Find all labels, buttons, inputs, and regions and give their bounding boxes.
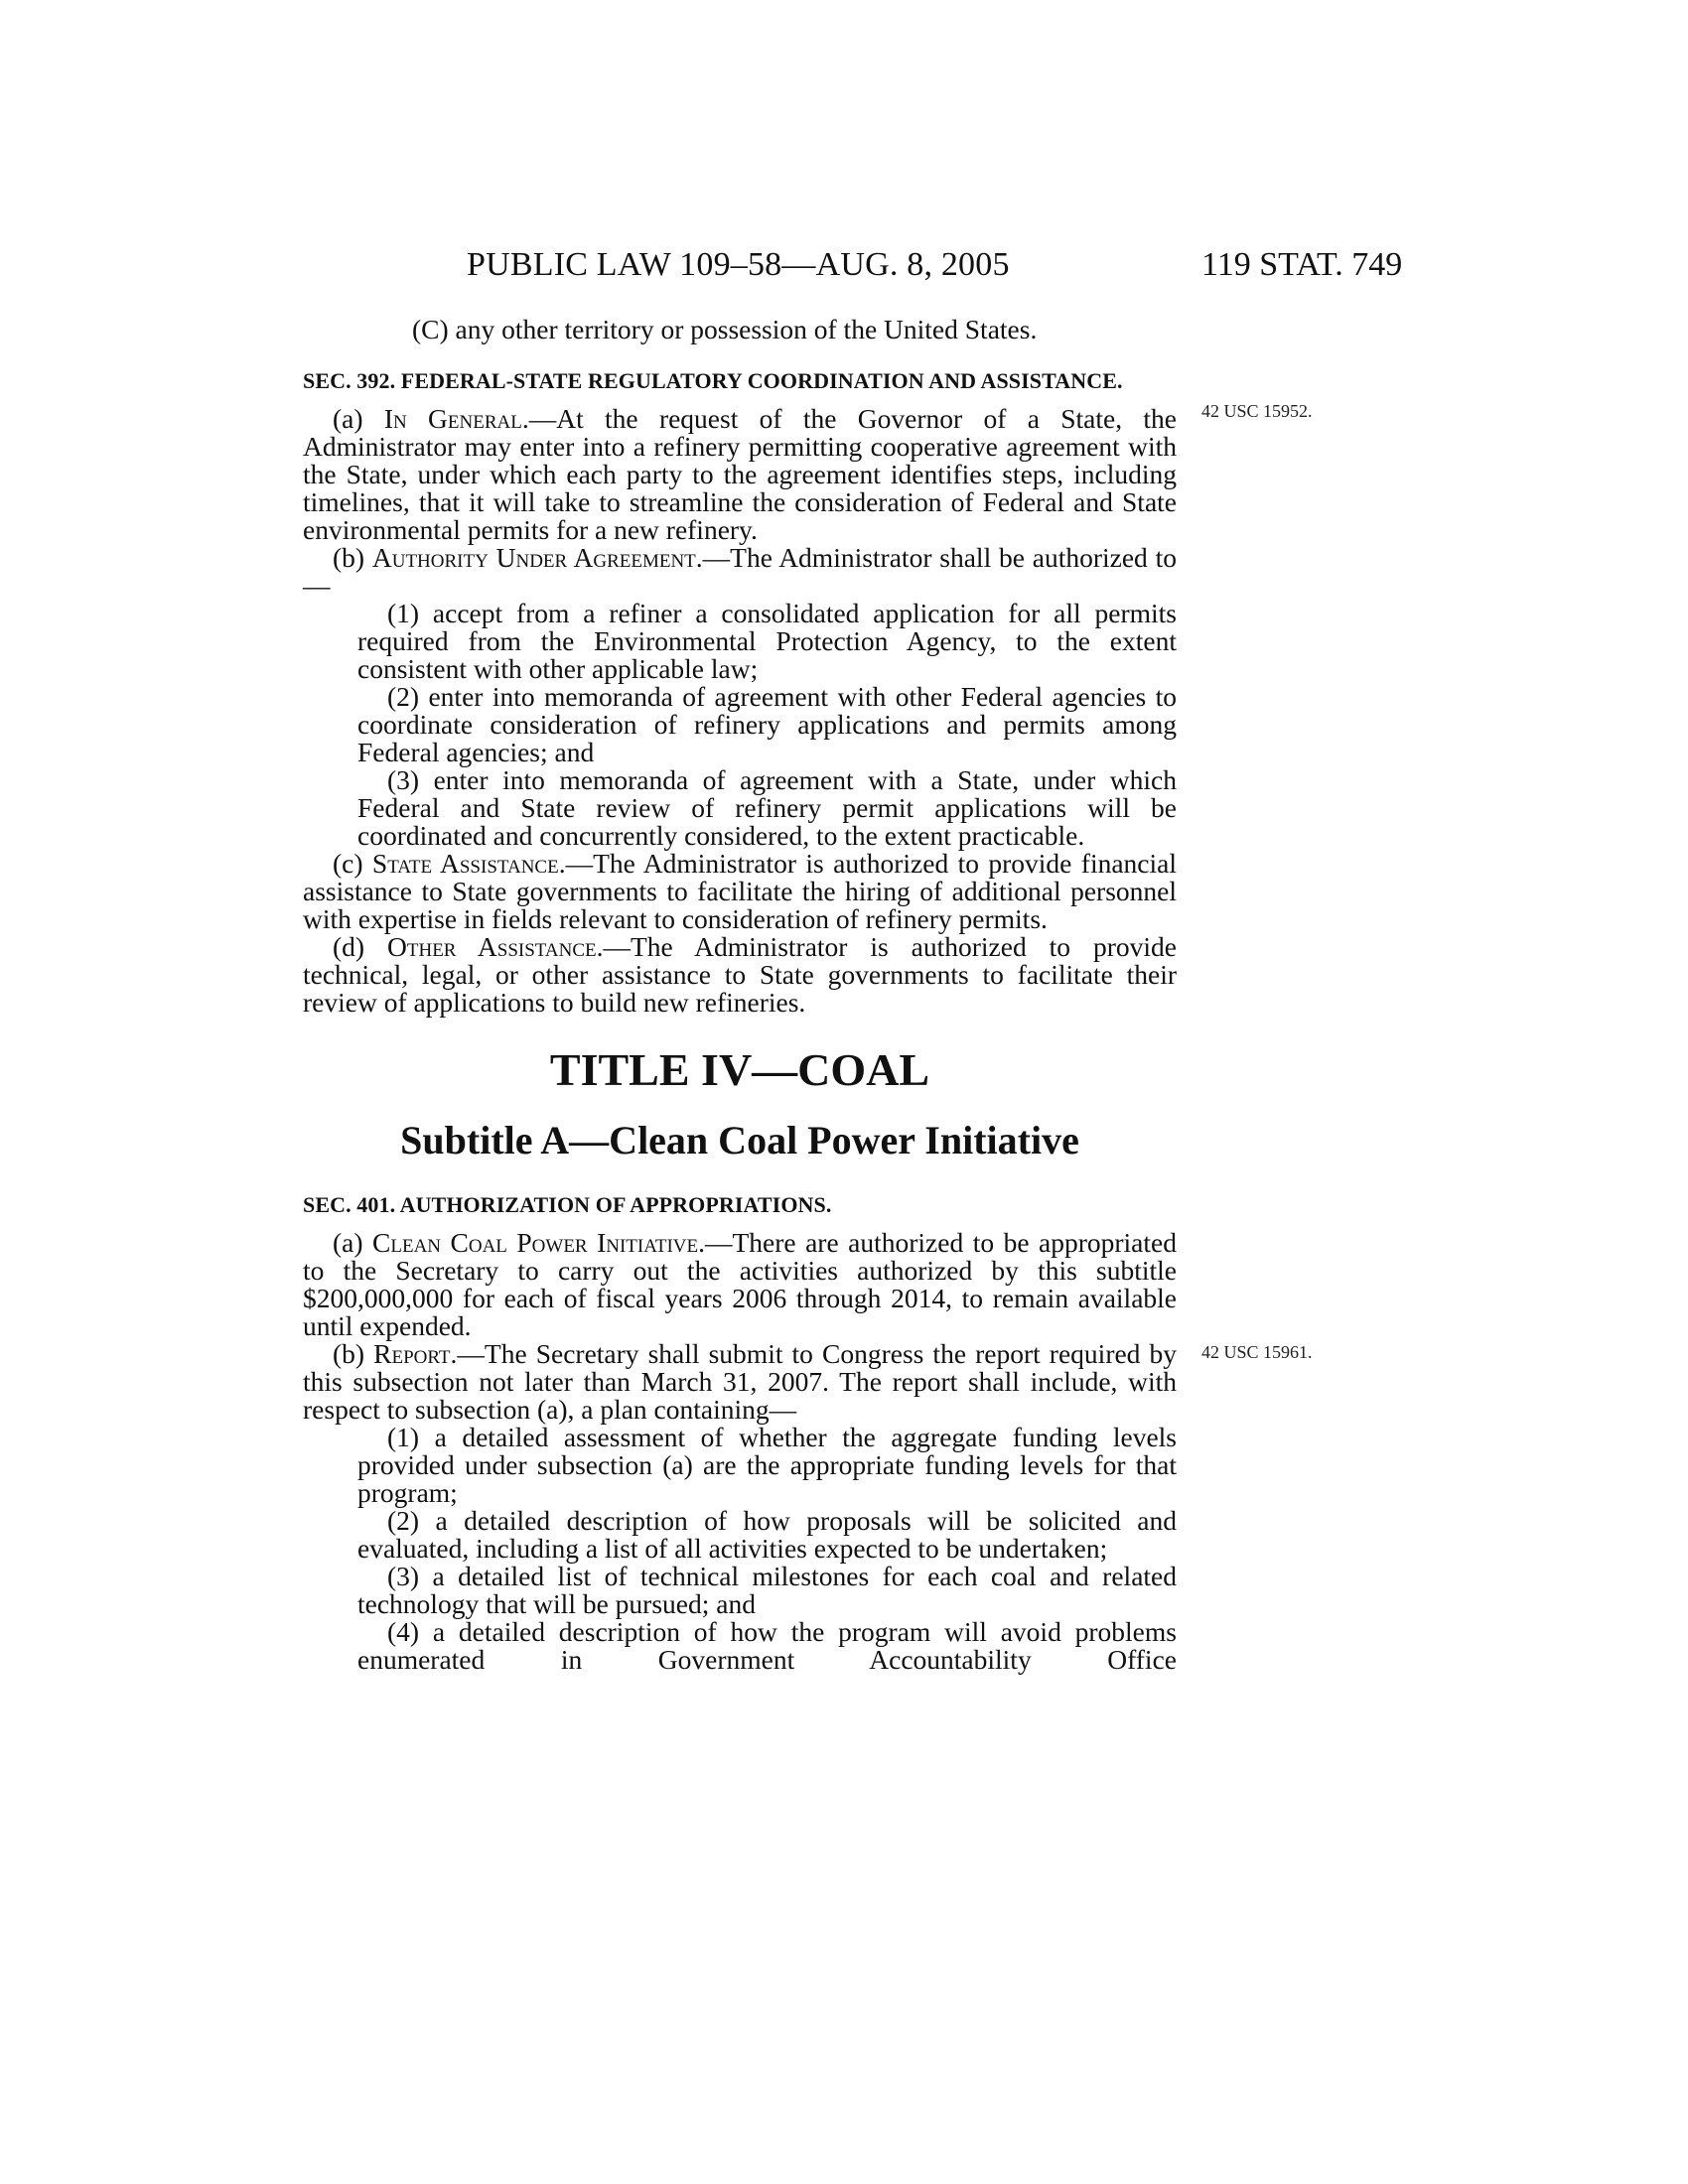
- text: —The Administrator is authorized to provide financial assistance to State governments to facilitate the hiring of additional personnel with expertise in fields relevant to consideration of refinery permits.: [303, 848, 1177, 934]
- section-401-b-1: (1) a detailed assessment of whether the aggregate funding levels provided under subsection (a) are the appropriate funding levels for that program;: [357, 1422, 1177, 1508]
- section-392-b-3: (3) enter into memoranda of agreement with a State, under which Federal and State review of refinery permit applications will be coordinated and concurrently considered, to the extent practicable.: [357, 764, 1177, 851]
- section-401-b-4: (4) a detailed description of how the program will avoid problems enumerated in Government Accountability Office: [357, 1616, 1177, 1675]
- section-392-c: [303, 850, 1177, 933]
- text: —The Secretary shall submit to Congress the report required by this subsection not later than March 31, 2007. The report shall include, with respect to subsection (a), a plan containing—: [303, 1338, 1177, 1425]
- subtitle-a-heading: Subtitle A—Clean Coal Power Initiative: [400, 1118, 1079, 1162]
- section-392-heading: SEC. 392. FEDERAL-STATE REGULATORY COORDINATION AND ASSISTANCE.: [303, 368, 1123, 393]
- text: —At the request of the Governor of a State, the Administrator may enter into a refinery permitting cooperative agreement with the State, under which each party to the agreement identifies steps, including timelines, that it will take to streamline the consideration of Federal and State environmental permits for a new refinery.: [303, 403, 1178, 545]
- section-401-heading: SEC. 401. AUTHORIZATION OF APPROPRIATIONS.: [303, 1192, 832, 1217]
- label: (c): [333, 848, 372, 879]
- section-392-b: [303, 544, 1177, 600]
- section-401-a: [303, 1229, 1177, 1340]
- section-401-b-3: (3) a detailed list of technical milestones for each coal and related technology that will be pursued; and: [357, 1561, 1177, 1619]
- running-header: [0, 246, 1688, 286]
- caption: In General.: [383, 403, 529, 434]
- label: (b): [333, 542, 372, 573]
- section-392-a: [303, 405, 1177, 544]
- caption: Authority Under Agreement.: [371, 542, 703, 573]
- label: (b): [333, 1338, 374, 1369]
- text: —The Administrator shall be authorized to—: [303, 542, 1177, 601]
- text: —The Administrator is authorized to provide technical, legal, or other assistance to State governments to facilitate their review of applications to build new refineries.: [303, 931, 1177, 1018]
- statute-page: 119 STAT. 749: [1201, 246, 1403, 283]
- caption: Report.: [373, 1338, 458, 1369]
- label: (a): [333, 403, 384, 434]
- section-392-b-2: (2) enter into memoranda of agreement with other Federal agencies to coordinate consideration of refinery applications and permits among Federal agencies; and: [357, 681, 1177, 767]
- caption: Other Assistance.: [387, 931, 604, 962]
- label: (d): [333, 931, 388, 962]
- margin-note-sec-401: 42 USC 15961.: [1201, 1342, 1313, 1362]
- paragraph-c-territory: (C) any other territory or possession of the United States.: [412, 314, 1038, 344]
- section-392-b-1: (1) accept from a refiner a consolidated application for all permits required from the Environmental Protection Agency, to the extent consistent with other applicable law;: [357, 598, 1177, 684]
- document-body: [303, 316, 1177, 1674]
- label: (a): [333, 1227, 373, 1258]
- text: —There are authorized to be appropriated to the Secretary to carry out the activities authorized by this subtitle $200,000,000 for each of fiscal years 2006 through 2014, to remain available until expended.: [303, 1227, 1177, 1341]
- section-401-b: [303, 1340, 1177, 1424]
- caption: Clean Coal Power Initiative.: [372, 1227, 705, 1258]
- law-title: PUBLIC LAW 109–58—AUG. 8, 2005: [467, 246, 1010, 283]
- title-iv-heading: TITLE IV—COAL: [549, 1044, 930, 1095]
- section-401-b-2: (2) a detailed description of how proposals will be solicited and evaluated, including a list of all activities expected to be undertaken;: [357, 1505, 1177, 1564]
- section-392-d: [303, 933, 1177, 1017]
- caption: State Assistance.: [371, 848, 566, 879]
- margin-note-sec-392: 42 USC 15952.: [1201, 401, 1313, 421]
